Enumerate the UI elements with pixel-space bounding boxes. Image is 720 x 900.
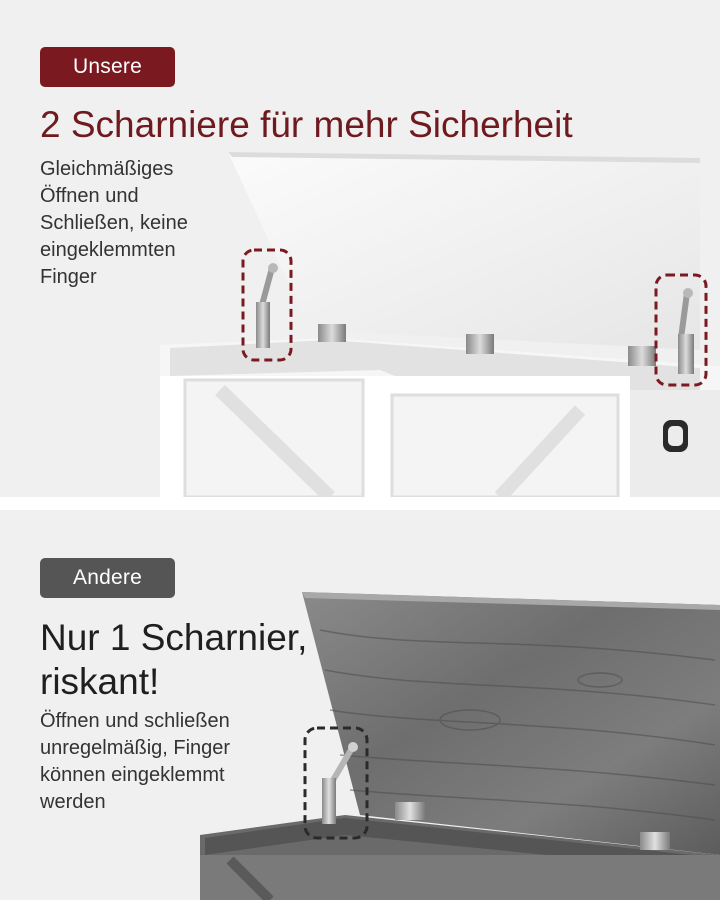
competitor-badge: Andere <box>40 558 175 598</box>
hinge-icon <box>628 346 656 366</box>
hinge-icon <box>640 832 670 850</box>
open-lid <box>302 592 720 855</box>
section-divider <box>0 497 720 510</box>
our-product-badge: Unsere <box>40 47 175 87</box>
competitor-panel <box>0 510 720 900</box>
hinge-icon <box>318 324 346 342</box>
hinge-icon <box>466 334 494 354</box>
our-product-headline: 2 Scharniere für mehr Sicherheit <box>40 104 573 145</box>
competitor-headline: Nur 1 Scharnier, riskant! <box>40 617 308 702</box>
lid-stay-left-icon <box>256 263 278 348</box>
our-product-description: Gleichmäßiges Öffnen und Schließen, keine eingeklemmten Finger <box>40 158 188 288</box>
hinge-icon <box>395 802 425 820</box>
open-lid <box>228 152 700 350</box>
competitor-description: Öffnen und schließen unregelmäßig, Finger können eingeklemmt werden <box>40 710 231 813</box>
